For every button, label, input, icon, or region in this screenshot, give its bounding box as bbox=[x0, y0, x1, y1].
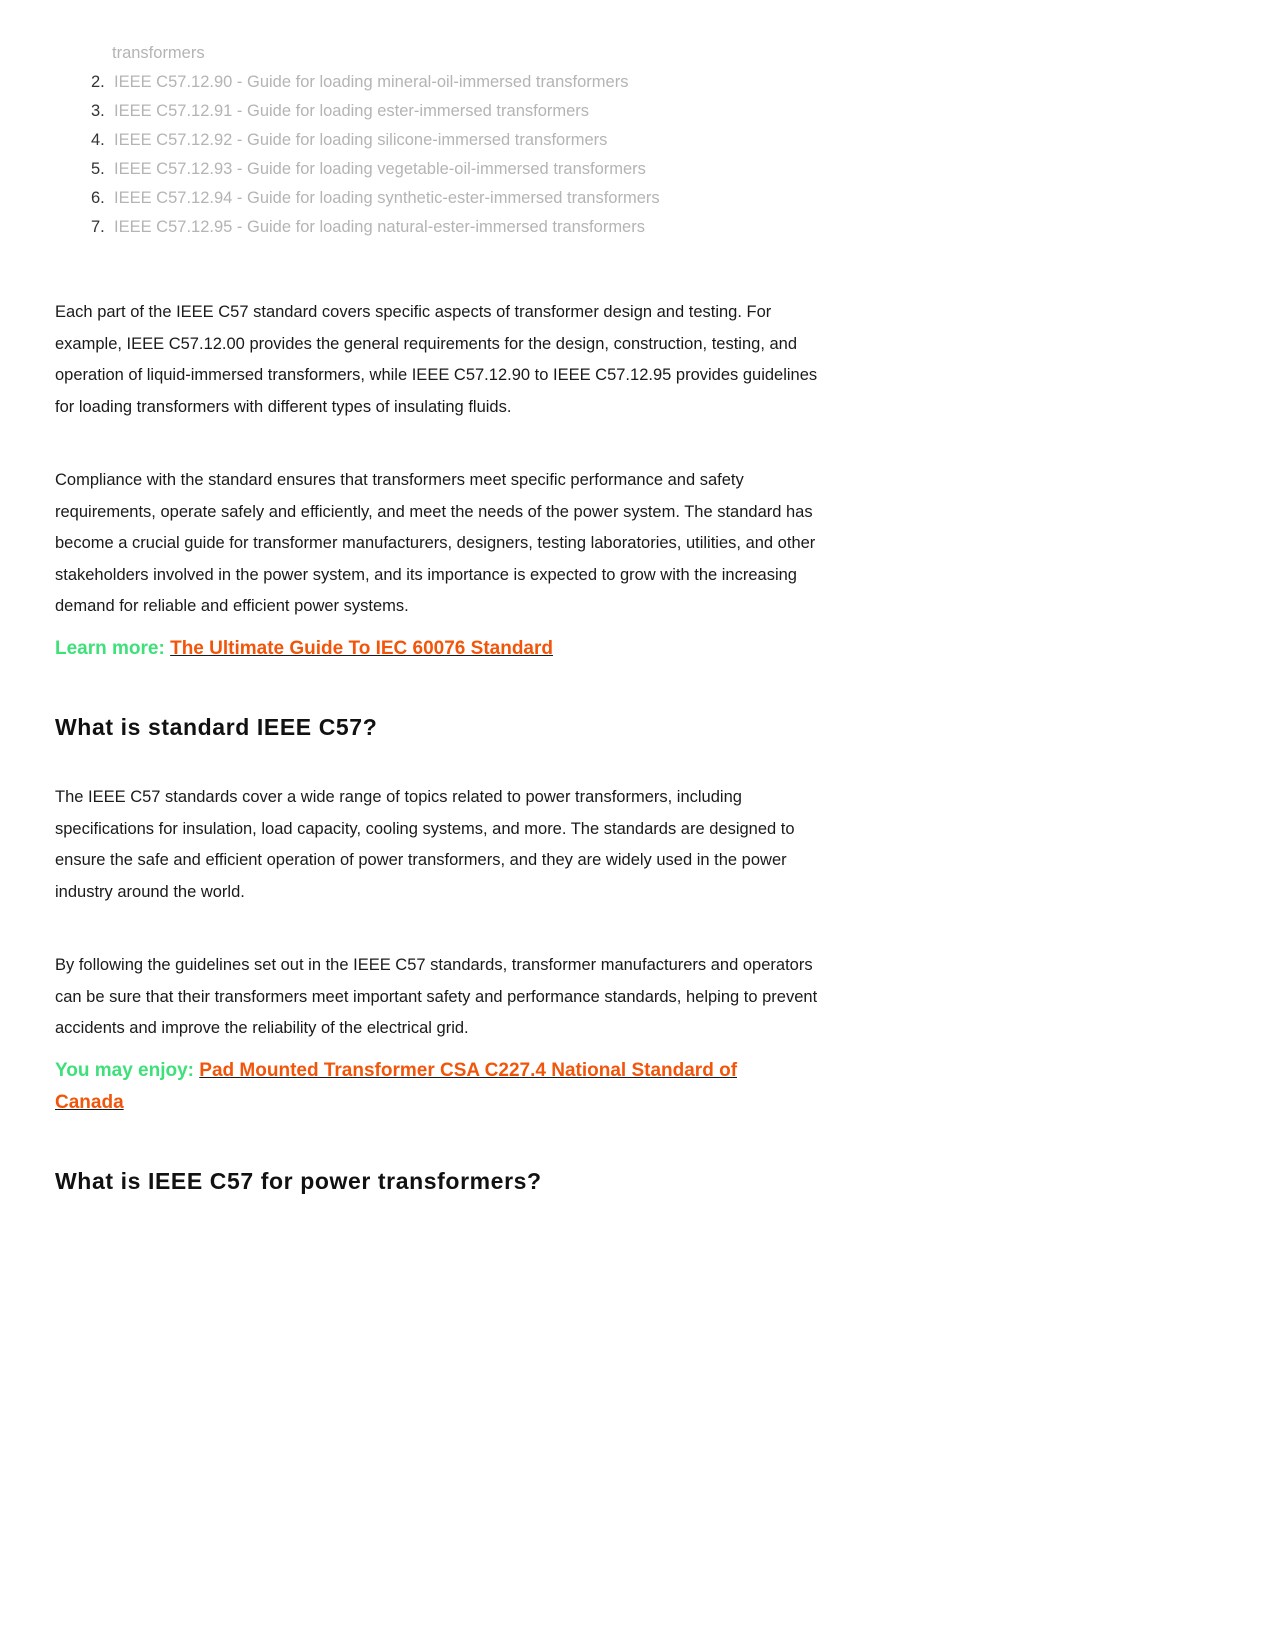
list-item bbox=[55, 101, 855, 130]
list-item-text: IEEE C57.12.90 - Guide for loading mineral-oil-immersed transformers bbox=[114, 73, 629, 91]
list-item-text: IEEE C57.12.94 - Guide for loading synthetic-ester-immersed transformers bbox=[114, 189, 660, 207]
callout-prefix: You may enjoy: bbox=[55, 1060, 195, 1081]
list-item bbox=[55, 188, 855, 217]
you-may-enjoy-link[interactable]: Pad Mounted Transformer CSA C227.4 National Standard of Canada bbox=[55, 1060, 738, 1113]
list-item bbox=[55, 130, 855, 159]
list-number: 5. bbox=[91, 160, 105, 178]
list-item-text: IEEE C57.12.92 - Guide for loading silicone-immersed transformers bbox=[114, 131, 608, 149]
learn-more-link[interactable]: The Ultimate Guide To IEC 60076 Standard bbox=[170, 638, 553, 659]
list-number: 7. bbox=[91, 218, 105, 236]
list-item bbox=[55, 217, 855, 246]
list-item-text: IEEE C57.12.93 - Guide for loading vegetable-oil-immersed transformers bbox=[114, 160, 646, 178]
list-item bbox=[55, 159, 855, 188]
paragraph: Compliance with the standard ensures that transformers meet specific performance and safety requirements, operate safely and efficiently, and meet the needs of the power system. The standard has become a crucial guide for transformer manufacturers, designers, testing laboratories, utilities, and other stakeholders involved in the power system, and its importance is expected to grow with the increasing demand for reliable and efficient power systems. bbox=[55, 471, 816, 615]
list-item-text: IEEE C57.12.91 - Guide for loading ester-immersed transformers bbox=[114, 102, 590, 120]
paragraph: Each part of the IEEE C57 standard covers specific aspects of transformer design and testing. For example, IEEE C57.12.00 provides the general requirements for the design, construction, testing, and operation of liquid-immersed transformers, while IEEE C57.12.90 to IEEE C57.12.95 provides guidelines for loading transformers with different types of insulating fluids. bbox=[55, 303, 818, 416]
list-number: 3. bbox=[91, 102, 105, 120]
list-item-text: IEEE C57.12.95 - Guide for loading natural-ester-immersed transformers bbox=[114, 218, 645, 236]
list-number: 6. bbox=[91, 189, 105, 207]
paragraph: By following the guidelines set out in the IEEE C57 standards, transformer manufacturers and operators can be sure that their transformers meet important safety and performance standards, helping to prevent accidents and improve the reliability of the electrical grid. bbox=[55, 956, 818, 1037]
paragraph: The IEEE C57 standards cover a wide range of topics related to power transformers, including specifications for insulation, load capacity, cooling systems, and more. The standards are designed to ensure the safe and efficient operation of power transformers, and they are widely used in the power industry around the world. bbox=[55, 788, 795, 901]
section-heading: What is IEEE C57 for power transformers? bbox=[55, 1168, 542, 1194]
section-heading: What is standard IEEE C57? bbox=[55, 714, 378, 740]
list-number: 4. bbox=[91, 131, 105, 149]
list-item bbox=[55, 72, 855, 101]
callout-prefix: Learn more: bbox=[55, 638, 165, 659]
learn-more-callout bbox=[55, 633, 795, 665]
standards-list bbox=[55, 72, 855, 246]
list-item-continuation: transformers bbox=[112, 44, 205, 62]
you-may-enjoy-callout bbox=[55, 1055, 795, 1118]
list-number: 2. bbox=[91, 73, 105, 91]
